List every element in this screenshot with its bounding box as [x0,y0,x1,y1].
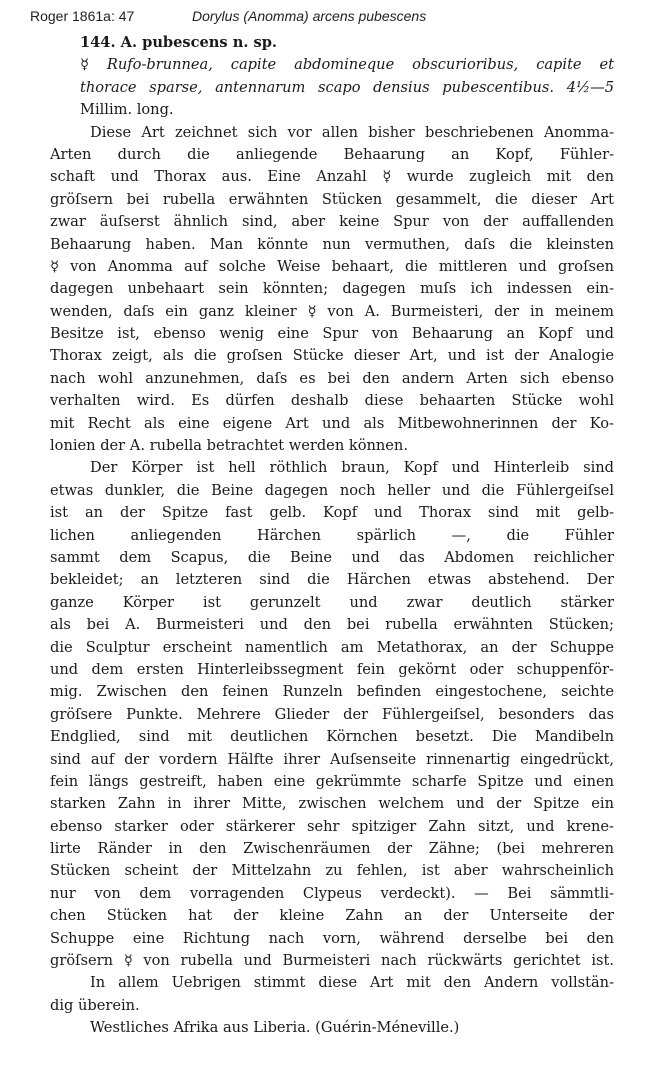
text-line: dig überein. [50,996,140,1014]
text-line: chen Stücken hat der kleine Zahn an der Unterseite der [50,907,614,925]
text-line: Der Körper ist hell röthlich braun, Kopf und Hinterleib sind [90,459,614,477]
text-line: und dem ersten Hinterleibssegment fein gekörnt oder schuppenför- [50,660,614,678]
text-line: die Sculptur erscheint namentlich am Metathorax, an der Schuppe [50,638,614,656]
text-line: gröſsern bei rubella erwähnten Stücken gesammelt, die dieser Art [50,190,614,208]
text-line: In allem Uebrigen stimmt diese Art mit den Andern vollstän- [90,974,614,992]
text-line: gröſsere Punkte. Mehrere Glieder der Fühlergeiſsel, besonders das [50,705,614,723]
text-line: mit Recht als eine eigene Art und als Mitbewohnerinnen der Ko- [50,414,614,432]
text-line: Westliches Afrika aus Liberia. (Guérin-Méneville.) [90,1019,460,1037]
text-line: Endglied, sind mit deutlichen Körnchen besetzt. Die Mandibeln [50,728,614,746]
text-line: bekleidet; an letzteren sind die Härchen etwas abstehend. Der [50,571,614,589]
text-line: starken Zahn in ihrer Mitte, zwischen welchem und der Spitze ein [50,795,614,813]
text-line: lichen anliegenden Härchen spärlich —, die Fühler [50,526,614,544]
text-line: Stücken scheint der Mittelzahn zu fehlen, ist aber wahrscheinlich [50,862,614,880]
text-line: Millim. long. [80,101,174,119]
text-line: Besitze ist, ebenso wenig eine Spur von Behaarung an Kopf und [50,325,614,343]
text-line: fein längs gestreift, haben eine gekrümmte scharfe Spitze und einen [50,772,614,790]
text-line: 144. A. pubescens n. sp. [80,34,277,51]
citation-reference: Roger 1861a: 47 [30,8,135,24]
text-line: wenden, daſs ein ganz kleiner ☿ von A. Burmeisteri, der in meinem [50,302,614,320]
text-line: ☿ von Anomma auf solche Weise behaart, die mittleren und groſsen [50,257,614,275]
text-line: schaft und Thorax aus. Eine Anzahl ☿ wurde zugleich mit den [50,168,614,186]
species-title: Dorylus (Anomma) arcens pubescens [192,8,427,24]
text-line: sammt dem Scapus, die Beine und das Abdomen reichlicher [50,548,614,566]
text-line: Diese Art zeichnet sich vor allen bisher beschriebenen Anomma- [90,123,614,141]
text-line: ebenso starker oder stärkerer sehr spitziger Zahn sitzt, und krene- [50,817,614,835]
document-body [50,32,614,1040]
text-line: sind auf der vordern Hälfte ihrer Auſsenseite rinnenartig eingedrückt, [50,750,614,768]
text-line: gröſsern ☿ von rubella und Burmeisteri nach rückwärts gerichtet ist. [50,952,614,970]
text-line: etwas dunkler, die Beine dagegen noch heller und die Fühlergeiſsel [50,481,614,499]
text-line: ☿ Rufo-brunnea, capite abdomineque obscurioribus, capite et [80,56,614,74]
text-line: dagegen unbehaart sein könnten; dagegen muſs ich indessen ein- [50,280,614,298]
text-line: Arten durch die anliegende Behaarung an Kopf, Fühler- [50,145,614,163]
text-line: nur von dem vorragenden Clypeus verdeckt). — Bei sämmtli- [50,884,614,902]
text-line: Schuppe eine Richtung nach vorn, während derselbe bei den [50,929,614,947]
text-line: ganze Körper ist gerunzelt und zwar deutlich stärker [50,593,614,611]
text-line: lonien der A. rubella betrachtet werden können. [50,437,408,455]
text-line: Behaarung haben. Man könnte nun vermuthen, daſs die kleinsten [50,235,614,253]
page-header [0,6,672,28]
text-line: als bei A. Burmeisteri und den bei rubella erwähnten Stücken; [50,616,614,634]
text-line: thorace sparse, antennarum scapo densius pubescentibus. 4½—5 [80,78,614,96]
text-line: ist an der Spitze fast gelb. Kopf und Thorax sind mit gelb- [50,504,614,522]
text-line: nach wohl anzunehmen, daſs es bei den andern Arten sich ebenso [50,369,614,387]
text-line: mig. Zwischen den feinen Runzeln befinden eingestochene, seichte [50,683,614,701]
text-line: zwar äuſserst ähnlich sind, aber keine Spur von der auffallenden [50,213,614,231]
text-line: lirte Ränder in den Zwischenräumen der Zähne; (bei mehreren [50,840,614,858]
text-line: verhalten wird. Es dürfen deshalb diese behaarten Stücke wohl [50,392,614,410]
text-line: Thorax zeigt, als die groſsen Stücke dieser Art, und ist der Analogie [50,347,614,365]
